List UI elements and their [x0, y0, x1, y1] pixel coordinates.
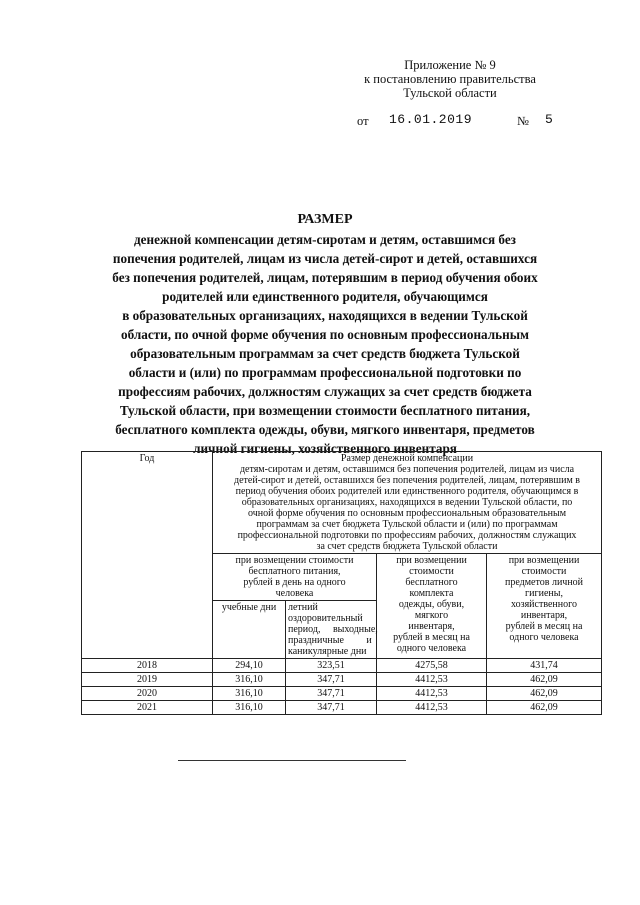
- summer-cell: 347,71: [286, 687, 377, 701]
- summer-header-line: праздничные и: [288, 635, 372, 646]
- summer-cell: 347,71: [286, 701, 377, 715]
- clothing-header-line: комплекта: [409, 588, 454, 599]
- hygiene-cell: 431,74: [487, 659, 602, 673]
- document-title: РАЗМЕР: [297, 212, 353, 227]
- clothing-header-line: инвентаря,: [408, 621, 455, 632]
- appendix-line: Приложение № 9: [404, 58, 496, 72]
- summer-header-line: летний: [288, 602, 318, 613]
- summer-header-line: период, выходные,: [288, 624, 378, 635]
- food-header-line: человека: [275, 588, 314, 599]
- table-row: [82, 701, 602, 715]
- hygiene-header-line: стоимости: [521, 566, 567, 577]
- clothing-header-line: стоимости: [409, 566, 454, 577]
- hygiene-header-line: предметов личной: [504, 577, 584, 588]
- summer-header-line: каникулярные дни: [288, 646, 367, 657]
- subtitle-line: личной гигиены, хозяйственного инвентаря: [193, 441, 457, 456]
- main-header-line: период обучения обоих родителей или единственного родителя, обучающимся в: [235, 486, 579, 497]
- hygiene-header-line: гигиены,: [525, 588, 563, 599]
- clothing-cell: 4412,53: [377, 687, 487, 701]
- year-cell: 2020: [82, 687, 213, 701]
- appendix-header: [330, 58, 570, 100]
- clothing-header-line: бесплатного: [405, 577, 458, 588]
- main-header-line: профессиональной подготовки по профессиям рабочих, должностям служащих: [237, 530, 577, 541]
- main-header-line: Размер денежной компенсации: [340, 453, 474, 464]
- main-header: [213, 452, 602, 554]
- table-row: [82, 673, 602, 687]
- subtitle-line: родителей или единственного родителя, обучающимся: [162, 289, 488, 304]
- subtitle-line: образовательным программам за счет средств бюджета Тульской: [130, 346, 520, 361]
- main-header-line: очной форме обучения по основным профессиональным образовательным: [247, 508, 567, 519]
- subtitle-line: области и (или) по программам профессиональной подготовки по: [128, 365, 522, 380]
- subtitle-line: Тульской области, при возмещении стоимости бесплатного питания,: [119, 403, 531, 418]
- main-header-line: программам за счет бюджета Тульской области и (или) по программам: [256, 519, 558, 530]
- table-row: [82, 659, 602, 673]
- clothing-header-line: при возмещении: [396, 555, 467, 566]
- main-header-line: за счет средств бюджета Тульской области: [316, 541, 498, 552]
- date-prefix: от: [357, 114, 369, 128]
- compensation-table: [81, 451, 602, 715]
- subtitle-line: области, по очной форме обучения по основным профессиональным: [120, 327, 530, 342]
- year-cell: 2019: [82, 673, 213, 687]
- summer-cell: 323,51: [286, 659, 377, 673]
- hygiene-header-line: хозяйственного: [511, 599, 577, 610]
- hygiene-header: [487, 554, 602, 659]
- summer-header-line: оздоровительный: [288, 613, 363, 624]
- hygiene-cell: 462,09: [487, 687, 602, 701]
- document-subtitle: [82, 230, 568, 458]
- food-header-line: рублей в день на одного: [243, 577, 346, 588]
- hygiene-header-line: одного человека: [509, 632, 579, 643]
- clothing-cell: 4412,53: [377, 673, 487, 687]
- study-days-cell: 316,10: [213, 673, 286, 687]
- table-row: [82, 687, 602, 701]
- clothing-cell: 4275,58: [377, 659, 487, 673]
- year-cell: 2021: [82, 701, 213, 715]
- closing-rule: [178, 760, 406, 761]
- clothing-header-line: одежды, обуви,: [398, 599, 465, 610]
- number-prefix: №: [517, 114, 529, 128]
- summer-cell: 347,71: [286, 673, 377, 687]
- study-days-header: учебные дни: [213, 601, 286, 659]
- clothing-header-line: мягкого: [414, 610, 449, 621]
- subtitle-line: попечения родителей, лицам из числа детей-сирот и детей, оставшихся: [112, 251, 538, 266]
- food-header-line: при возмещении стоимости: [235, 555, 354, 566]
- hygiene-cell: 462,09: [487, 673, 602, 687]
- hygiene-header-line: при возмещении: [508, 555, 580, 566]
- main-header-line: детей-сирот и детей, оставшихся без попечения родителей, лицам, потерявшим в: [234, 475, 581, 486]
- study-days-cell: 316,10: [213, 687, 286, 701]
- study-days-cell: 294,10: [213, 659, 286, 673]
- clothing-header: [377, 554, 487, 659]
- summer-header: [286, 601, 377, 659]
- document-date: 16.01.2019: [389, 112, 473, 127]
- subtitle-line: денежной компенсации детям-сиротам и детям, оставшимся без: [134, 232, 516, 247]
- clothing-cell: 4412,53: [377, 701, 487, 715]
- main-header-line: детям-сиротам и детям, оставшимся без попечения родителей, лицам из числа: [239, 464, 575, 475]
- clothing-header-line: рублей в месяц на: [393, 632, 470, 643]
- hygiene-header-line: инвентаря,: [520, 610, 568, 621]
- subtitle-line: бесплатного комплекта одежды, обуви, мягкого инвентаря, предметов: [115, 422, 535, 437]
- appendix-line: Тульской области: [403, 86, 497, 100]
- hygiene-cell: 462,09: [487, 701, 602, 715]
- document-number: 5: [545, 112, 554, 127]
- subtitle-line: профессиям рабочих, должностям служащих за счет средств бюджета: [118, 384, 532, 399]
- clothing-header-line: одного человека: [396, 643, 467, 654]
- year-cell: 2018: [82, 659, 213, 673]
- food-header: [213, 554, 377, 601]
- subtitle-line: в образовательных организациях, находящихся в ведении Тульской: [122, 308, 528, 323]
- food-header-line: бесплатного питания,: [248, 566, 341, 577]
- hygiene-header-line: рублей в месяц на: [505, 621, 583, 632]
- main-header-line: образовательных организациях, находящихся в ведении Тульской области, по: [241, 497, 573, 508]
- year-header: Год: [82, 452, 213, 659]
- study-days-cell: 316,10: [213, 701, 286, 715]
- subtitle-line: без попечения родителей, лицам, потерявшим в период обучения обоих: [112, 270, 538, 285]
- appendix-line: к постановлению правительства: [364, 72, 536, 86]
